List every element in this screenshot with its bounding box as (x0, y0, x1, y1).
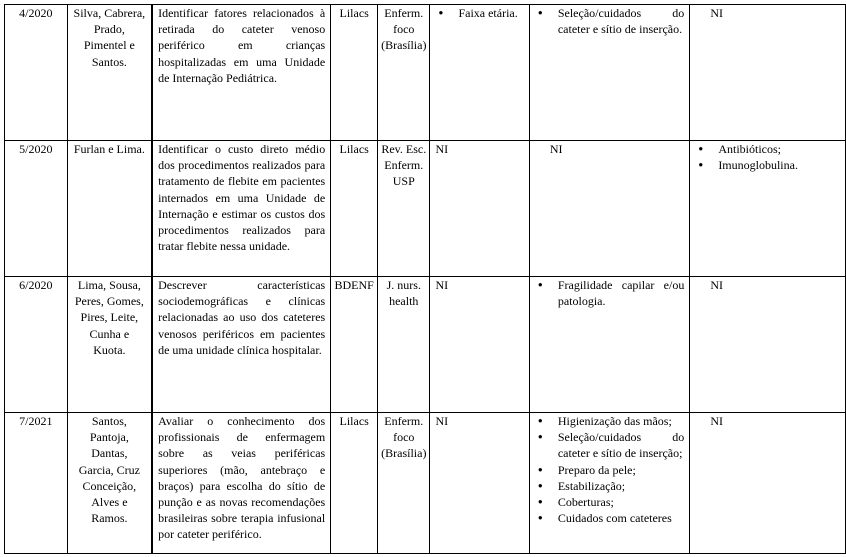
list-item: ● Seleção/cuidados do cateter e sítio de inserção; (535, 429, 684, 461)
list-item: ● Estabilização; (535, 478, 684, 494)
bullet-list (695, 141, 840, 173)
bullet-list (535, 413, 684, 526)
treatment-cell (690, 141, 846, 277)
list-item: ● Higienização das mãos; (535, 413, 684, 429)
authors-cell: Furlan e Lima. (67, 141, 152, 277)
database-cell: Lilacs (331, 141, 378, 277)
recommendations-cell (529, 5, 689, 141)
treatment-cell: NI (690, 5, 846, 141)
factors-cell (430, 5, 529, 141)
list-item: ● Preparo da pele; (535, 462, 684, 478)
bullet-list (535, 277, 684, 309)
list-item: ● Coberturas; (535, 494, 684, 510)
date-cell: 6/2020 (5, 277, 68, 413)
database-cell: BDENF (331, 277, 378, 413)
factors-cell: NI (430, 413, 529, 554)
journal-cell: Enferm. foco (Brasília) (378, 5, 430, 141)
recommendations-cell: NI (529, 141, 689, 277)
list-item: ● Seleção/cuidados do cateter e sítio de inserção. (535, 5, 684, 37)
studies-table (4, 4, 846, 554)
date-cell: 7/2021 (5, 413, 68, 554)
authors-cell: Santos, Pantoja, Dantas, Garcia, Cruz Conceição, Alves e Ramos. (67, 413, 152, 554)
list-item: ● Antibióticos; (695, 141, 840, 157)
objective-cell: Descrever características sociodemográficas e clínicas relacionadas ao uso dos cateteres venosos periféricos em pacientes de uma unidade clínica hospitalar. (152, 277, 331, 413)
treatment-cell: NI (690, 277, 846, 413)
objective-cell: Identificar fatores relacionados à retirada do cateter venoso periférico em crianças hospitalizadas em uma Unidade de Internação Pediátrica. (152, 5, 331, 141)
recommendations-cell (529, 277, 689, 413)
journal-cell: J. nurs. health (378, 277, 430, 413)
database-cell: Lilacs (331, 413, 378, 554)
factors-cell: NI (430, 141, 529, 277)
factors-cell: NI (430, 277, 529, 413)
authors-cell: Silva, Cabrera, Prado, Pimentel e Santos. (67, 5, 152, 141)
list-item: ● Cuidados com cateteres (535, 510, 684, 526)
table-row (5, 141, 846, 277)
recommendations-cell (529, 413, 689, 554)
list-item: ● Faixa etária. (435, 5, 523, 21)
journal-cell: Rev. Esc. Enferm. USP (378, 141, 430, 277)
table-row (5, 413, 846, 554)
date-cell: 4/2020 (5, 5, 68, 141)
treatment-cell: NI (690, 413, 846, 554)
table-row (5, 277, 846, 413)
list-item: ● Fragilidade capilar e/ou patologia. (535, 277, 684, 309)
objective-cell: Identificar o custo direto médio dos procedimentos realizados para tratamento de flebite em pacientes internados em uma Unidade de Internação e estimar os custos dos procedimentos realizados para tratar flebite nessa unidade. (152, 141, 331, 277)
database-cell: Lilacs (331, 5, 378, 141)
table-row (5, 5, 846, 141)
date-cell: 5/2020 (5, 141, 68, 277)
authors-cell: Lima, Sousa, Peres, Gomes, Pires, Leite, Cunha e Kuota. (67, 277, 152, 413)
journal-cell: Enferm. foco (Brasília) (378, 413, 430, 554)
list-item: ● Imunoglobulina. (695, 157, 840, 173)
bullet-list (435, 5, 523, 21)
objective-cell: Avaliar o conhecimento dos profissionais de enfermagem sobre as veias periféricas superiores (mão, antebraço e braços) para escolha do sítio de punção e as novas recomendações brasileiras sobre terapia infusional por cateter periférico. (152, 413, 331, 554)
bullet-list (535, 5, 684, 37)
